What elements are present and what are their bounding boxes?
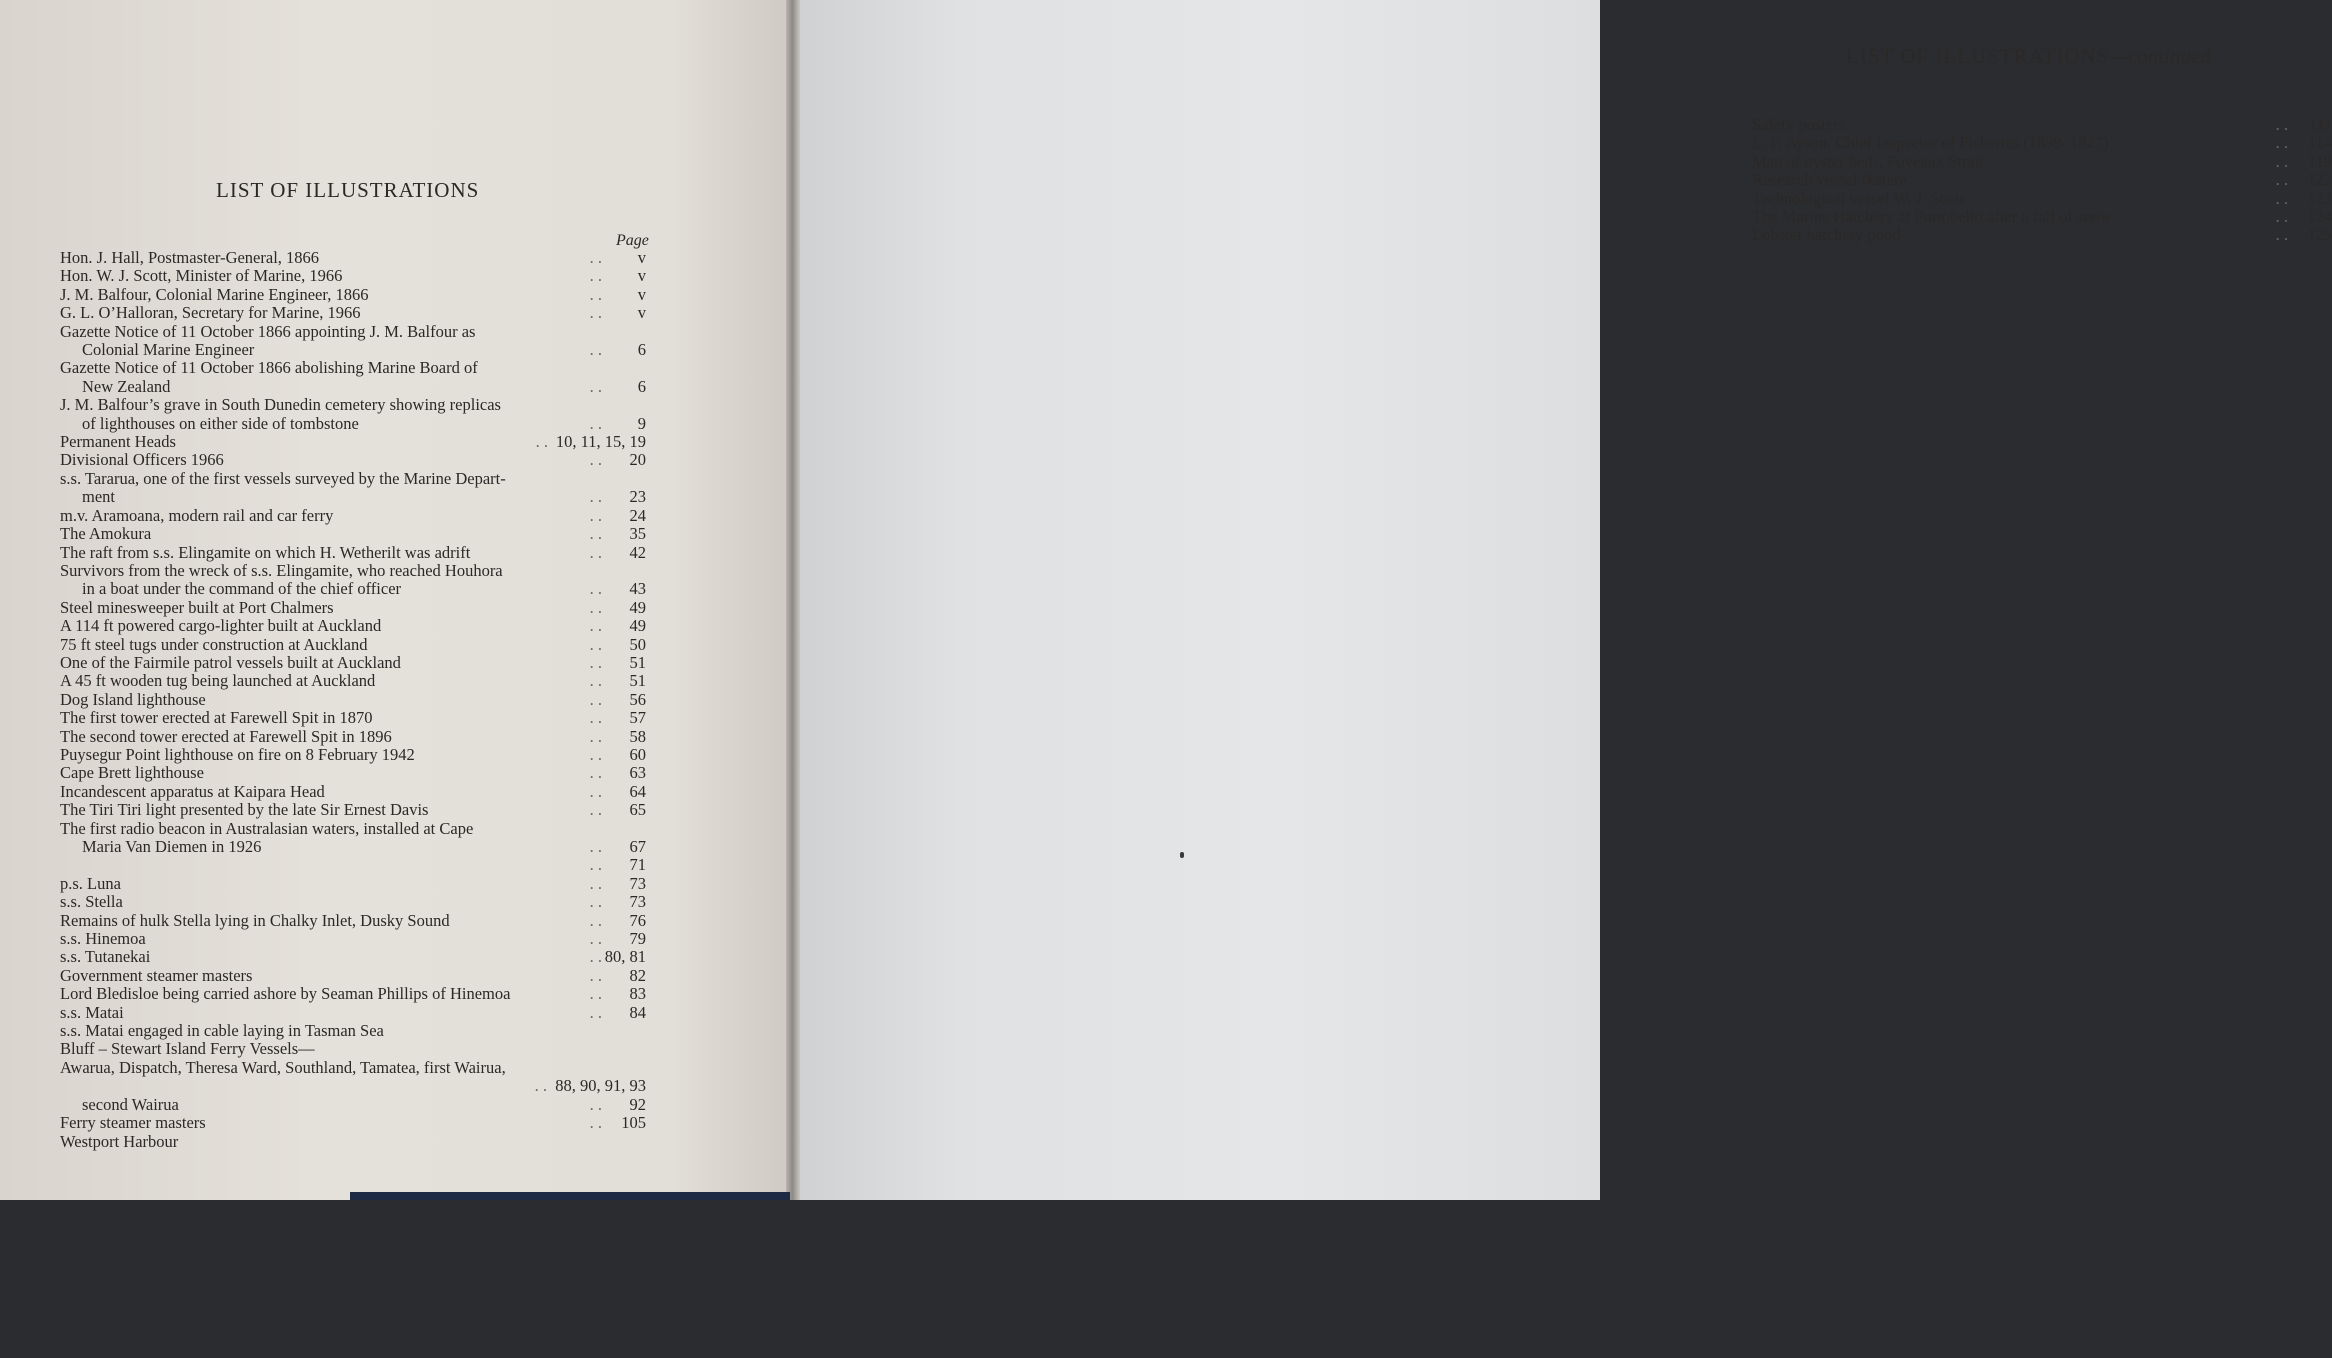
list-item <box>60 930 646 948</box>
illustration-title: Bluff – Stewart Island Ferry Vessels— <box>60 1039 315 1059</box>
list-item <box>60 985 646 1003</box>
illustration-title: s.s. Tararua, one of the first vessels surveyed by the Marine Depart- <box>60 468 506 488</box>
page-number: 43 <box>629 579 646 599</box>
page-number: 123 <box>2307 188 2332 208</box>
illustration-title: s.s. Hinemoa <box>60 929 146 949</box>
illustration-title: Survivors from the wreck of s.s. Elingamite, who reached Houhora <box>60 560 503 580</box>
list-item <box>60 249 646 267</box>
page-number: 60 <box>629 744 646 764</box>
illustration-title: second Wairua <box>82 1094 179 1114</box>
dot-leader: . . <box>589 450 602 470</box>
list-item <box>1752 153 2332 171</box>
illustration-title: Divisional Officers 1966 <box>60 450 224 470</box>
dot-leader: . . <box>589 266 602 286</box>
page-number: 23 <box>629 487 646 507</box>
list-item <box>60 525 646 543</box>
dot-leader: . . <box>589 892 602 912</box>
page-number: 35 <box>629 524 646 544</box>
list-item <box>1752 134 2332 152</box>
illustration-title: Safety posters <box>1752 115 1846 134</box>
list-item <box>60 544 646 562</box>
page-number: v <box>637 303 646 323</box>
page-column-label: Page <box>616 232 649 249</box>
dot-leader: . . <box>589 726 602 746</box>
list-item <box>1752 226 2332 244</box>
list-item <box>60 728 646 746</box>
page-number: 83 <box>629 984 646 1004</box>
page-number: v <box>637 266 646 286</box>
illustration-title: Cape Brett lighthouse <box>60 763 204 783</box>
illustrations-list-continued <box>1752 116 2332 245</box>
illustration-title: Puysegur Point lighthouse on fire on 8 February 1942 <box>60 744 415 764</box>
list-item <box>60 893 646 911</box>
dot-leader: . . <box>589 505 602 525</box>
illustration-title: s.s. Stella <box>60 892 123 912</box>
dot-leader: . . <box>589 744 602 764</box>
list-item <box>60 838 646 856</box>
dot-leader: . . <box>589 413 602 433</box>
page-title: LIST OF ILLUSTRATIONS <box>216 178 480 202</box>
page-number: 9 <box>637 413 646 433</box>
dot-leader: . . <box>589 303 602 323</box>
page-number: 24 <box>629 505 646 525</box>
page-number: 56 <box>629 689 646 709</box>
dot-leader: . . <box>2275 151 2288 171</box>
illustration-title: Maria Van Diemen in 1926 <box>82 837 262 856</box>
illustration-title: s.s. Tutanekai <box>60 947 151 967</box>
dot-leader: . . <box>589 984 602 1004</box>
illustration-title: Westport Harbour <box>60 1131 179 1151</box>
dot-leader: . . <box>589 965 602 985</box>
dot-leader: . . <box>589 652 602 672</box>
page-number: 88, 90, 91, 93 <box>555 1076 646 1096</box>
page-number: 71 <box>629 855 646 875</box>
illustration-title: J. M. Balfour’s grave in South Dunedin cemetery showing replicas <box>60 395 501 415</box>
list-item <box>60 672 646 690</box>
illustration-title: 75 ft steel tugs under construction at Auckland <box>60 634 368 654</box>
illustration-title: Incandescent apparatus at Kaipara Head <box>60 781 325 801</box>
illustration-title: Permanent Heads <box>60 432 176 452</box>
illustration-title: The first radio beacon in Australasian waters, installed at Cape <box>60 818 474 838</box>
illustration-title: The Tiri Tiri light presented by the late Sir Ernest Davis <box>60 800 429 820</box>
list-item <box>60 691 646 709</box>
illustrations-list <box>60 249 646 1151</box>
list-item <box>1752 171 2332 189</box>
illustration-title: s.s. Matai <box>60 1002 124 1022</box>
page-number: 50 <box>629 634 646 654</box>
page-number: v <box>637 248 646 267</box>
dot-leader: . . <box>2275 170 2288 190</box>
list-item <box>1752 116 2332 134</box>
list-item <box>60 1133 646 1151</box>
illustration-title: Research vessel Ikatere <box>1752 170 1907 190</box>
list-item <box>60 599 646 617</box>
illustration-title: The Marine Hatchery at Portobello after a fall of snow <box>1752 207 2112 227</box>
illustration-title: One of the Fairmile patrol vessels built at Auckland <box>60 652 401 672</box>
dot-leader: . . <box>589 542 602 562</box>
page-number: 51 <box>629 652 646 672</box>
list-item <box>60 801 646 819</box>
dot-leader: . . <box>534 1076 547 1096</box>
dot-leader: . . <box>2275 225 2288 245</box>
page-number: 76 <box>629 910 646 930</box>
continued-suffix: —continued <box>2109 44 2211 68</box>
dot-leader: . . <box>589 800 602 820</box>
dot-leader: . . <box>2275 188 2288 208</box>
list-item <box>60 488 646 506</box>
dot-leader: . . <box>589 855 602 875</box>
dot-leader: . . <box>589 616 602 636</box>
list-item <box>60 415 646 433</box>
list-item <box>60 378 646 396</box>
page-number: 111 <box>2308 115 2332 134</box>
dot-leader: . . <box>589 947 602 967</box>
list-item <box>60 948 646 966</box>
page-number: 67 <box>629 837 646 856</box>
illustration-title: New Zealand <box>82 376 171 396</box>
illustration-title: s.s. Matai engaged in cable laying in Tasman Sea <box>60 1021 384 1041</box>
list-item <box>60 304 646 322</box>
list-item <box>60 654 646 672</box>
left-page <box>0 0 790 1200</box>
illustration-title: p.s. Luna <box>60 873 121 893</box>
list-item <box>60 396 646 414</box>
list-item <box>60 912 646 930</box>
page-number: v <box>637 284 646 304</box>
page-number: 51 <box>629 671 646 691</box>
page-number: 57 <box>629 708 646 728</box>
list-item <box>60 507 646 525</box>
dot-leader: . . <box>589 634 602 654</box>
illustration-title: Gazette Notice of 11 October 1866 appointing J. M. Balfour as <box>60 321 476 341</box>
illustration-title: Hon. W. J. Scott, Minister of Marine, 1966 <box>60 266 343 286</box>
illustration-title: Map of oyster beds, Foveaux Strait <box>1752 151 1984 171</box>
page-number: 49 <box>629 616 646 636</box>
page-number: 49 <box>629 597 646 617</box>
page-number: 82 <box>629 965 646 985</box>
list-item <box>60 636 646 654</box>
page-number: 73 <box>629 873 646 893</box>
page-number: 79 <box>629 929 646 949</box>
illustration-title: A 45 ft wooden tug being launched at Auckland <box>60 671 376 691</box>
illustration-title: ment <box>82 487 115 507</box>
illustration-title: G. L. O’Halloran, Secretary for Marine, 1966 <box>60 303 361 323</box>
page-number: 20 <box>629 450 646 470</box>
page-number: 10, 11, 15, 19 <box>555 432 646 452</box>
dot-leader: . . <box>589 1113 602 1133</box>
dot-leader: . . <box>589 929 602 949</box>
page-number: 114 <box>2307 133 2332 153</box>
illustration-title: Dog Island lighthouse <box>60 689 206 709</box>
list-item <box>60 470 646 488</box>
list-item <box>60 746 646 764</box>
dot-leader: . . <box>589 284 602 304</box>
page-number: 73 <box>629 892 646 912</box>
book-spine <box>786 0 800 1200</box>
illustration-title: Awarua, Dispatch, Theresa Ward, Southland, Tamatea, first Wairua, <box>60 1057 506 1077</box>
dot-leader: . . <box>589 781 602 801</box>
page-number: 6 <box>637 376 646 396</box>
list-item <box>60 783 646 801</box>
illustration-title: Colonial Marine Engineer <box>82 340 255 360</box>
list-item <box>60 967 646 985</box>
illustration-title: Hon. J. Hall, Postmaster-General, 1866 <box>60 248 320 267</box>
page-number: 84 <box>629 1002 646 1022</box>
dot-leader: . . <box>589 708 602 728</box>
list-item <box>60 856 646 874</box>
page-number: 124 <box>2307 207 2332 227</box>
list-item <box>60 267 646 285</box>
illustration-title: L. F. Ayson, Chief Inspector of Fisheries (1899–1927) <box>1752 133 2109 153</box>
page-number: 58 <box>629 726 646 746</box>
list-item <box>60 1096 646 1114</box>
list-item <box>60 1004 646 1022</box>
dot-leader: . . <box>589 376 602 396</box>
page-number: 105 <box>621 1113 646 1133</box>
list-item <box>60 820 646 838</box>
dot-leader: . . <box>589 1002 602 1022</box>
list-item <box>60 1114 646 1132</box>
dot-leader: . . <box>2275 133 2288 153</box>
right-page <box>800 0 2332 1200</box>
dot-leader: . . <box>589 524 602 544</box>
dot-leader: . . <box>589 487 602 507</box>
list-item <box>60 764 646 782</box>
list-item <box>60 1059 646 1077</box>
illustration-title: of lighthouses on either side of tombstone <box>82 413 359 433</box>
dot-leader: . . <box>589 340 602 360</box>
page-number: 63 <box>629 763 646 783</box>
illustration-title: Remains of hulk Stella lying in Chalky Inlet, Dusky Sound <box>60 910 450 930</box>
illustration-title: The second tower erected at Farewell Spit in 1896 <box>60 726 392 746</box>
list-item <box>60 286 646 304</box>
page-number: 6 <box>637 340 646 360</box>
continued-title-text: LIST OF ILLUSTRATIONS <box>1846 44 2110 68</box>
list-item <box>60 1040 646 1058</box>
list-item <box>60 562 646 580</box>
list-item <box>1752 190 2332 208</box>
illustration-title: Steel minesweeper built at Port Chalmers <box>60 597 334 617</box>
dot-leader: . . <box>589 910 602 930</box>
page-number: 42 <box>629 542 646 562</box>
continued-page-title <box>1846 44 2211 69</box>
dot-leader: . . <box>589 763 602 783</box>
list-item <box>60 617 646 635</box>
dot-leader: . . <box>589 579 602 599</box>
illustration-title: Lord Bledisloe being carried ashore by Seaman Phillips of Hinemoa <box>60 984 511 1004</box>
list-item <box>60 451 646 469</box>
page-number: 80, 81 <box>604 947 646 967</box>
illustration-title: A 114 ft powered cargo-lighter built at Auckland <box>60 616 382 636</box>
page-number: 65 <box>629 800 646 820</box>
dot-leader: . . <box>589 248 602 267</box>
illustration-title: The first tower erected at Farewell Spit in 1870 <box>60 708 373 728</box>
dot-leader: . . <box>589 837 602 856</box>
list-item <box>60 1077 646 1095</box>
list-item <box>60 359 646 377</box>
dot-leader: . . <box>2275 207 2288 227</box>
list-item <box>1752 208 2332 226</box>
list-item <box>60 433 646 451</box>
list-item <box>60 875 646 893</box>
page-number: 119 <box>2307 151 2332 171</box>
dot-leader: . . <box>2275 115 2288 134</box>
illustration-title: m.v. Aramoana, modern rail and car ferry <box>60 505 334 525</box>
list-item <box>60 1022 646 1040</box>
page-number: 125 <box>2307 225 2332 245</box>
cover-edge <box>350 1192 790 1200</box>
page-number: 122 <box>2307 170 2332 190</box>
list-item <box>60 709 646 727</box>
paper-speck <box>1180 852 1184 858</box>
dot-leader: . . <box>589 671 602 691</box>
page-number: 64 <box>629 781 646 801</box>
dot-leader: . . <box>589 1094 602 1114</box>
illustration-title: Government steamer masters <box>60 965 253 985</box>
list-item <box>60 323 646 341</box>
dot-leader: . . <box>589 689 602 709</box>
illustration-title: J. M. Balfour, Colonial Marine Engineer, 1866 <box>60 284 369 304</box>
illustration-title: Lobster hatchery pond <box>1752 225 1901 245</box>
dot-leader: . . <box>589 597 602 617</box>
illustration-title: Gazette Notice of 11 October 1866 abolishing Marine Board of <box>60 358 478 378</box>
dot-leader: . . <box>535 432 548 452</box>
illustration-title: The Amokura <box>60 524 152 544</box>
dot-leader: . . <box>589 873 602 893</box>
illustration-title: The raft from s.s. Elingamite on which H. Wetherilt was adrift <box>60 542 471 562</box>
list-item <box>60 580 646 598</box>
illustration-title: in a boat under the command of the chief officer <box>82 579 402 599</box>
page-number: 92 <box>629 1094 646 1114</box>
illustration-title: Ferry steamer masters <box>60 1113 206 1133</box>
list-item <box>60 341 646 359</box>
illustration-title: Technological vessel W. J. Scott <box>1752 188 1965 208</box>
